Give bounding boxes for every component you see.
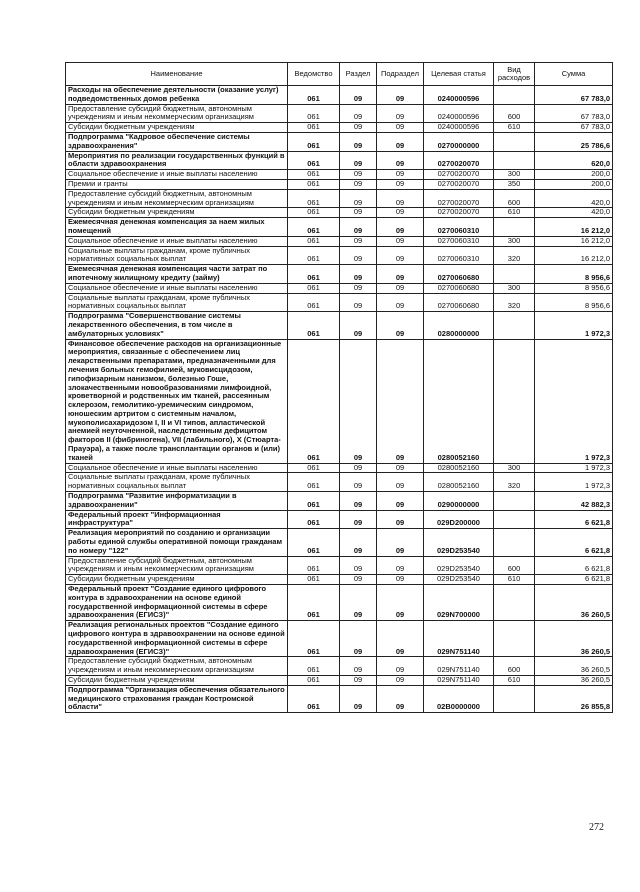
table-row — [66, 218, 613, 237]
row-target-article: 0280052160 — [424, 339, 494, 463]
row-expense-type — [494, 265, 535, 284]
row-name: Субсидии бюджетным учреждениям — [66, 676, 288, 686]
row-target-article: 029D200000 — [424, 510, 494, 529]
row-name: Реализация региональных проектов "Создание единого цифрового контура в здравоохранении на основе единой государственной информационной системы в сфере здравоохранения (ЕГИСЗ)" — [66, 621, 288, 657]
row-subsection: 09 — [377, 246, 424, 265]
row-amount: 8 956,6 — [535, 283, 613, 293]
row-target-article: 0270000000 — [424, 132, 494, 151]
row-name: Премии и гранты — [66, 179, 288, 189]
row-department: 061 — [288, 621, 340, 657]
row-department: 061 — [288, 151, 340, 170]
row-department: 061 — [288, 236, 340, 246]
table-row — [66, 510, 613, 529]
row-target-article: 029D253540 — [424, 529, 494, 556]
row-subsection: 09 — [377, 492, 424, 511]
row-section: 09 — [340, 473, 377, 492]
row-section: 09 — [340, 556, 377, 575]
row-name: Подпрограмма "Развитие информатизации в здравоохранении" — [66, 492, 288, 511]
row-amount: 36 260,5 — [535, 585, 613, 621]
row-target-article: 0270020070 — [424, 170, 494, 180]
row-subsection: 09 — [377, 104, 424, 123]
row-department: 061 — [288, 575, 340, 585]
row-expense-type: 320 — [494, 246, 535, 265]
row-subsection: 09 — [377, 179, 424, 189]
row-amount: 25 786,6 — [535, 132, 613, 151]
row-amount: 1 972,3 — [535, 339, 613, 463]
row-expense-type: 320 — [494, 293, 535, 312]
row-section: 09 — [340, 246, 377, 265]
row-subsection: 09 — [377, 312, 424, 339]
row-section: 09 — [340, 218, 377, 237]
table-row — [66, 246, 613, 265]
row-section: 09 — [340, 293, 377, 312]
row-subsection: 09 — [377, 473, 424, 492]
table-row — [66, 685, 613, 712]
row-section: 09 — [340, 123, 377, 133]
row-name: Субсидии бюджетным учреждениям — [66, 123, 288, 133]
row-name: Социальные выплаты гражданам, кроме публичных нормативных социальных выплат — [66, 293, 288, 312]
row-amount: 1 972,3 — [535, 463, 613, 473]
table-row — [66, 676, 613, 686]
row-amount: 26 855,8 — [535, 685, 613, 712]
row-expense-type: 320 — [494, 473, 535, 492]
row-expense-type: 600 — [494, 556, 535, 575]
row-target-article: 029N751140 — [424, 621, 494, 657]
row-expense-type — [494, 492, 535, 511]
row-subsection: 09 — [377, 151, 424, 170]
row-subsection: 09 — [377, 339, 424, 463]
row-section: 09 — [340, 179, 377, 189]
row-department: 061 — [288, 293, 340, 312]
row-target-article: 029D253540 — [424, 556, 494, 575]
row-subsection: 09 — [377, 170, 424, 180]
row-amount: 1 972,3 — [535, 312, 613, 339]
row-section: 09 — [340, 151, 377, 170]
row-department: 061 — [288, 312, 340, 339]
row-amount: 6 621,8 — [535, 529, 613, 556]
row-name: Предоставление субсидий бюджетным, автономным учреждениям и иным некоммерческим организациям — [66, 104, 288, 123]
row-name: Предоставление субсидий бюджетным, автономным учреждениям и иным некоммерческим организациям — [66, 556, 288, 575]
table-row — [66, 339, 613, 463]
row-section: 09 — [340, 657, 377, 676]
row-subsection: 09 — [377, 657, 424, 676]
row-expense-type: 350 — [494, 179, 535, 189]
row-subsection: 09 — [377, 123, 424, 133]
table-row — [66, 132, 613, 151]
row-expense-type — [494, 529, 535, 556]
table-row — [66, 312, 613, 339]
row-department: 061 — [288, 585, 340, 621]
row-section: 09 — [340, 208, 377, 218]
row-subsection: 09 — [377, 265, 424, 284]
table-row — [66, 123, 613, 133]
row-name: Ежемесячная денежная компенсация части затрат по ипотечному жилищному кредиту (займу) — [66, 265, 288, 284]
row-name: Расходы на обеспечение деятельности (оказание услуг) подведомственных домов ребенка — [66, 86, 288, 105]
table-header-row — [66, 63, 613, 86]
row-target-article: 0290000000 — [424, 492, 494, 511]
row-amount: 200,0 — [535, 170, 613, 180]
table-row — [66, 179, 613, 189]
row-amount: 67 783,0 — [535, 104, 613, 123]
row-amount: 67 783,0 — [535, 123, 613, 133]
row-amount: 200,0 — [535, 179, 613, 189]
row-name: Финансовое обеспечение расходов на организационные мероприятия, связанные с обеспечением лиц лекарственными препаратами, предназначенными для лечения больных гемофилией, муковисцидозом, гипофизарным нанизмом, болезнью Гоше, злокачественными новообразованиями лимфоидной, кроветворной и родственных им тканей, рассеянным склерозом, гемолитико-уремическим синдромом, юношеским артритом с системным началом, мукополисахаридозом I, II и VI типов, апластической анемией неуточненной, наследственным дефицитом факторов II (фибриногена), VII (лабильного), X (Стюарта-Прауэра), а также после трансплантации органов и (или) тканей — [66, 339, 288, 463]
row-target-article: 0280052160 — [424, 473, 494, 492]
row-amount: 42 882,3 — [535, 492, 613, 511]
row-name: Предоставление субсидий бюджетным, автономным учреждениям и иным некоммерческим организациям — [66, 657, 288, 676]
row-section: 09 — [340, 189, 377, 208]
row-subsection: 09 — [377, 685, 424, 712]
row-expense-type: 300 — [494, 463, 535, 473]
row-section: 09 — [340, 510, 377, 529]
table-row — [66, 657, 613, 676]
row-target-article: 02B0000000 — [424, 685, 494, 712]
row-amount: 6 621,8 — [535, 556, 613, 575]
row-target-article: 0270020070 — [424, 151, 494, 170]
row-department: 061 — [288, 123, 340, 133]
row-subsection: 09 — [377, 556, 424, 575]
row-expense-type — [494, 621, 535, 657]
row-name: Социальные выплаты гражданам, кроме публичных нормативных социальных выплат — [66, 246, 288, 265]
row-section: 09 — [340, 312, 377, 339]
row-amount: 8 956,6 — [535, 293, 613, 312]
row-name: Субсидии бюджетным учреждениям — [66, 208, 288, 218]
row-name: Социальное обеспечение и иные выплаты населению — [66, 283, 288, 293]
row-subsection: 09 — [377, 236, 424, 246]
table-row — [66, 621, 613, 657]
row-section: 09 — [340, 104, 377, 123]
row-department: 061 — [288, 170, 340, 180]
row-department: 061 — [288, 556, 340, 575]
row-amount: 36 260,5 — [535, 621, 613, 657]
row-amount: 1 972,3 — [535, 473, 613, 492]
row-section: 09 — [340, 529, 377, 556]
row-department: 061 — [288, 463, 340, 473]
row-amount: 420,0 — [535, 208, 613, 218]
row-section: 09 — [340, 685, 377, 712]
row-department: 061 — [288, 246, 340, 265]
row-amount: 36 260,5 — [535, 657, 613, 676]
row-expense-type — [494, 132, 535, 151]
row-subsection: 09 — [377, 510, 424, 529]
row-target-article: 0270020070 — [424, 179, 494, 189]
row-section: 09 — [340, 283, 377, 293]
row-target-article: 0240000596 — [424, 123, 494, 133]
row-target-article: 029N751140 — [424, 657, 494, 676]
row-target-article: 0280000000 — [424, 312, 494, 339]
table-row — [66, 189, 613, 208]
header-subsection: Подраздел — [377, 63, 424, 86]
row-subsection: 09 — [377, 208, 424, 218]
row-expense-type — [494, 510, 535, 529]
row-department: 061 — [288, 265, 340, 284]
row-expense-type — [494, 151, 535, 170]
budget-table-sheet — [65, 62, 612, 713]
row-subsection: 09 — [377, 463, 424, 473]
table-row — [66, 473, 613, 492]
row-department: 061 — [288, 208, 340, 218]
row-amount: 620,0 — [535, 151, 613, 170]
row-section: 09 — [340, 265, 377, 284]
header-department: Ведомство — [288, 63, 340, 86]
row-expense-type: 300 — [494, 170, 535, 180]
header-amount: Сумма — [535, 63, 613, 86]
row-section: 09 — [340, 339, 377, 463]
row-section: 09 — [340, 463, 377, 473]
row-target-article: 0270060680 — [424, 293, 494, 312]
row-expense-type: 610 — [494, 208, 535, 218]
table-row — [66, 86, 613, 105]
row-department: 061 — [288, 510, 340, 529]
row-name: Подпрограмма "Совершенствование системы лекарственного обеспечения, в том числе в амбулаторных условиях" — [66, 312, 288, 339]
row-subsection: 09 — [377, 575, 424, 585]
table-row — [66, 463, 613, 473]
table-row — [66, 283, 613, 293]
row-name: Социальное обеспечение и иные выплаты населению — [66, 463, 288, 473]
row-subsection: 09 — [377, 189, 424, 208]
row-amount: 8 956,6 — [535, 265, 613, 284]
row-name: Социальное обеспечение и иные выплаты населению — [66, 170, 288, 180]
row-amount: 420,0 — [535, 189, 613, 208]
header-expense-type: Вид расходов — [494, 63, 535, 86]
row-amount: 6 621,8 — [535, 575, 613, 585]
table-body — [66, 86, 613, 713]
row-amount: 16 212,0 — [535, 218, 613, 237]
row-department: 061 — [288, 283, 340, 293]
budget-table — [65, 62, 613, 713]
row-amount: 16 212,0 — [535, 246, 613, 265]
row-expense-type — [494, 86, 535, 105]
row-name: Реализация мероприятий по созданию и организации работы единой службы оперативной помощи гражданам по номеру "122" — [66, 529, 288, 556]
row-name: Подпрограмма "Кадровое обеспечение системы здравоохранения" — [66, 132, 288, 151]
header-name: Наименование — [66, 63, 288, 86]
row-name: Федеральный проект "Создание единого цифрового контура в здравоохранении на основе единой государственной информационной системы в сфере здравоохранения (ЕГИСЗ)" — [66, 585, 288, 621]
row-department: 061 — [288, 179, 340, 189]
header-section: Раздел — [340, 63, 377, 86]
row-target-article: 0270020070 — [424, 189, 494, 208]
row-section: 09 — [340, 492, 377, 511]
row-target-article: 0270060680 — [424, 265, 494, 284]
row-subsection: 09 — [377, 529, 424, 556]
row-target-article: 029N700000 — [424, 585, 494, 621]
row-department: 061 — [288, 657, 340, 676]
row-amount: 67 783,0 — [535, 86, 613, 105]
row-expense-type: 300 — [494, 236, 535, 246]
row-name: Субсидии бюджетным учреждениям — [66, 575, 288, 585]
table-row — [66, 575, 613, 585]
row-target-article: 0280052160 — [424, 463, 494, 473]
row-name: Социальное обеспечение и иные выплаты населению — [66, 236, 288, 246]
row-target-article: 0270060310 — [424, 236, 494, 246]
row-department: 061 — [288, 189, 340, 208]
row-expense-type — [494, 585, 535, 621]
table-row — [66, 265, 613, 284]
table-row — [66, 556, 613, 575]
row-section: 09 — [340, 585, 377, 621]
row-name: Федеральный проект "Информационная инфраструктура" — [66, 510, 288, 529]
row-section: 09 — [340, 132, 377, 151]
row-target-article: 0240000596 — [424, 104, 494, 123]
row-department: 061 — [288, 529, 340, 556]
row-target-article: 0270020070 — [424, 208, 494, 218]
row-department: 061 — [288, 339, 340, 463]
row-expense-type — [494, 312, 535, 339]
row-expense-type: 610 — [494, 123, 535, 133]
row-department: 061 — [288, 104, 340, 123]
table-row — [66, 529, 613, 556]
row-subsection: 09 — [377, 585, 424, 621]
row-expense-type: 610 — [494, 676, 535, 686]
row-section: 09 — [340, 621, 377, 657]
row-expense-type — [494, 218, 535, 237]
row-section: 09 — [340, 170, 377, 180]
row-target-article: 029N751140 — [424, 676, 494, 686]
table-row — [66, 151, 613, 170]
row-expense-type: 600 — [494, 189, 535, 208]
page-number: 272 — [589, 822, 604, 833]
row-department: 061 — [288, 132, 340, 151]
row-section: 09 — [340, 575, 377, 585]
row-expense-type: 300 — [494, 283, 535, 293]
row-name: Ежемесячная денежная компенсация за наем жилых помещений — [66, 218, 288, 237]
row-target-article: 0270060680 — [424, 283, 494, 293]
row-subsection: 09 — [377, 676, 424, 686]
row-section: 09 — [340, 86, 377, 105]
row-target-article: 029D253540 — [424, 575, 494, 585]
table-row — [66, 208, 613, 218]
table-row — [66, 104, 613, 123]
row-subsection: 09 — [377, 218, 424, 237]
row-expense-type — [494, 685, 535, 712]
row-expense-type: 600 — [494, 657, 535, 676]
table-row — [66, 236, 613, 246]
row-expense-type — [494, 339, 535, 463]
row-subsection: 09 — [377, 283, 424, 293]
row-subsection: 09 — [377, 132, 424, 151]
table-row — [66, 170, 613, 180]
row-name: Мероприятия по реализации государственных функций в области здравоохранения — [66, 151, 288, 170]
row-name: Социальные выплаты гражданам, кроме публичных нормативных социальных выплат — [66, 473, 288, 492]
header-target-article: Целевая статья — [424, 63, 494, 86]
row-target-article: 0240000596 — [424, 86, 494, 105]
row-department: 061 — [288, 685, 340, 712]
row-amount: 16 212,0 — [535, 236, 613, 246]
row-section: 09 — [340, 236, 377, 246]
row-subsection: 09 — [377, 293, 424, 312]
row-target-article: 0270060310 — [424, 218, 494, 237]
row-name: Подпрограмма "Организация обеспечения обязательного медицинского страхования граждан Костромской области" — [66, 685, 288, 712]
row-subsection: 09 — [377, 621, 424, 657]
row-expense-type: 600 — [494, 104, 535, 123]
row-department: 061 — [288, 492, 340, 511]
row-expense-type: 610 — [494, 575, 535, 585]
table-row — [66, 293, 613, 312]
row-department: 061 — [288, 473, 340, 492]
row-target-article: 0270060310 — [424, 246, 494, 265]
table-row — [66, 492, 613, 511]
table-row — [66, 585, 613, 621]
row-department: 061 — [288, 676, 340, 686]
row-subsection: 09 — [377, 86, 424, 105]
row-department: 061 — [288, 218, 340, 237]
row-section: 09 — [340, 676, 377, 686]
row-name: Предоставление субсидий бюджетным, автономным учреждениям и иным некоммерческим организациям — [66, 189, 288, 208]
row-amount: 36 260,5 — [535, 676, 613, 686]
row-amount: 6 621,8 — [535, 510, 613, 529]
row-department: 061 — [288, 86, 340, 105]
